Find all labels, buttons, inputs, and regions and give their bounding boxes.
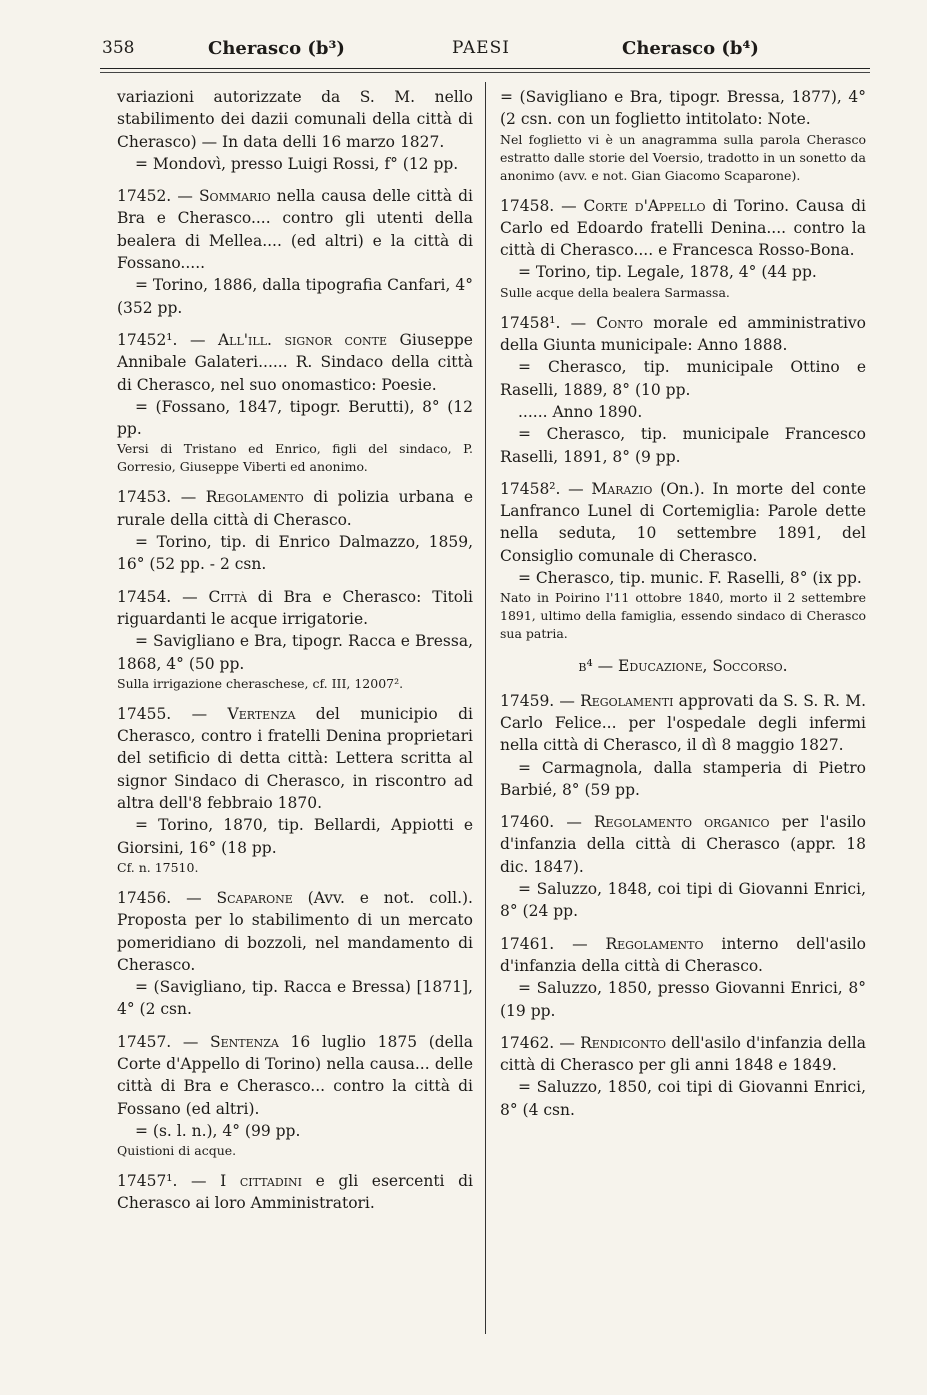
entry-text: = Mondovì, presso Luigi Rossi, f° (12 pp. (135, 154, 459, 173)
catalog-entry (117, 703, 473, 877)
entry-text (500, 1032, 866, 1077)
entry-text (500, 312, 866, 357)
entry-keyword: Vertenza (227, 704, 296, 723)
page-number: 358 (102, 38, 135, 58)
entry-number: 17453. — (117, 488, 206, 507)
entry-text (117, 703, 473, 814)
catalog-entry (500, 690, 866, 801)
entry-keyword: Marazio (591, 479, 653, 498)
entry-number: 17456. — (117, 888, 217, 907)
entry-imprint: = (s. l. n.), 4° (99 pp. (135, 1121, 301, 1140)
entry-title: di Torino. Causa di Carlo ed Edoardo fratelli Denina.... contro la città di Cherasco.... e Francesca Rosso-Bona. (500, 196, 866, 260)
entry-number: 17458. — (500, 196, 584, 215)
entry-note: Quistioni di acque. (117, 1143, 237, 1159)
entry-keyword: Regolamenti (580, 691, 674, 710)
catalog-entry (117, 86, 473, 175)
entry-title: dell'asilo d'infanzia della città di Cherasco per gli anni 1848 e 1849. (500, 1033, 866, 1075)
entry-imprint: = Torino, tip. Legale, 1878, 4° (44 pp. (518, 263, 817, 282)
entry-imprint: = Torino, tip. di Enrico Dalmazzo, 1859, 16° (52 pp. - 2 csn. (117, 533, 473, 574)
entry-note: Versi di Tristano ed Enrico, figli del sindaco, P. Gorresio, Giuseppe Viberti ed anonimo. (117, 441, 473, 475)
entry-imprint: = Torino, 1870, tip. Bellardi, Appiotti e Giorsini, 16° (18 pp. (117, 816, 473, 857)
entry-title: interno dell'asilo d'infanzia della città di Cherasco. (500, 934, 866, 975)
entry-number: 17458². — (500, 479, 592, 498)
catalog-entry (117, 887, 473, 1021)
entry-imprint: = Saluzzo, 1848, coi tipi di Giovanni Enrici, 8° (24 pp. (500, 880, 866, 921)
catalog-entry (500, 312, 866, 468)
right-column (500, 86, 866, 1131)
entry-number: 17457. — (117, 1032, 211, 1051)
catalog-entry (117, 586, 473, 693)
entry-title: approvati da S. S. R. M. Carlo Felice... per l'ospedale degli infermi nella città di Cherasco, il dì 8 maggio 1827. (500, 691, 866, 755)
entry-imprint: = Savigliano e Bra, tipogr. Racca e Bressa, 1868, 4° (50 pp. (117, 632, 473, 673)
catalog-entry (500, 86, 866, 185)
entry-text (117, 329, 473, 396)
entry-text (500, 811, 866, 878)
entry-title: di Bra e Cherasco: Titoli riguardanti le acque irrigatorie. (117, 587, 473, 628)
entry-note: Nel foglietto vi è un anagramma sulla parola Cherasco estratto dalle storie del Voersio, tradotto in un sonetto da anonimo (avv. e not. Gian Giacomo Scaparone). (500, 131, 866, 183)
entry-number: 17457¹. — (117, 1172, 221, 1191)
left-column (117, 86, 473, 1225)
catalog-entry (500, 478, 866, 643)
entry-title: (On.). In morte del conte Lanfranco Lunel di Cortemiglia: Parole dette nella seduta, 10 settembre 1891, del Consiglio comunale di Cherasco. (500, 479, 867, 565)
entry-text (117, 1031, 473, 1120)
entry-text (500, 933, 866, 978)
entry-imprint: = Saluzzo, 1850, presso Giovanni Enrici, 8° (19 pp. (500, 979, 866, 1020)
entry-imprint: = Saluzzo, 1850, coi tipi di Giovanni Enrici, 8° (4 csn. (500, 1078, 866, 1119)
entry-imprint: = Cherasco, tip. municipale Francesco Raselli, 1891, 8° (9 pp. (500, 425, 866, 466)
entry-keyword: Scaparone (216, 888, 293, 907)
entry-title: e gli esercenti di Cherasco ai loro Amministratori. (117, 1172, 473, 1213)
entry-note: Sulla irrigazione cheraschese, cf. III, 12007². (117, 675, 404, 691)
entry-keyword: All'ill. signor conte (217, 330, 387, 349)
entry-keyword: Regolamento organico (593, 813, 770, 832)
right-running-title: Cherasco (b⁴) (622, 38, 759, 59)
entry-keyword: Corte d'Appello (583, 196, 706, 215)
entry-imprint: = Cherasco, tip. municipale Ottino e Raselli, 1889, 8° (10 pp. (500, 358, 866, 399)
entry-text (117, 586, 473, 631)
column-divider (485, 82, 486, 1334)
entry-number: 17460. — (500, 813, 594, 832)
entry-keyword: Sentenza (210, 1032, 279, 1051)
entry-keyword: I cittadini (220, 1172, 302, 1191)
entry-text: = (Savigliano e Bra, tipogr. Bressa, 1877), 4° (2 csn. con un foglietto intitolato: Note. (500, 88, 866, 129)
catalog-entry (500, 1032, 866, 1121)
page-header (100, 30, 870, 66)
entry-text: variazioni autorizzate da S. M. nello stabilimento dei dazii comunali della città di Cherasco) — In data delli 16 marzo 1827. (117, 88, 473, 151)
entry-text (500, 690, 866, 757)
entry-title: morale ed amministrativo della Giunta municipale: Anno 1888. (500, 313, 866, 355)
entry-keyword: Sommario (198, 187, 271, 206)
catalog-entry (117, 185, 473, 319)
entry-text (117, 486, 473, 531)
entry-title: (Avv. e not. coll.). Proposta per lo stabilimento di un mercato pomeridiano di bozzoli, nel mandamento di Cherasco. (117, 888, 473, 974)
entry-note: Nato in Poirino l'11 ottobre 1840, morto il 2 settembre 1891, ultimo della famiglia, essendo sindaco di Cherasco sua patria. (500, 590, 866, 642)
entry-title: Giuseppe Annibale Galateri...... R. Sindaco della città di Cherasco, nel suo onomastico: Poesie. (117, 330, 473, 394)
catalog-entry (117, 329, 473, 476)
entry-title: 16 luglio 1875 (della Corte d'Appello di Torino) nella causa... delle città di Bra e Cherasco... contro la città di Fossano (ed altri). (117, 1032, 473, 1118)
catalog-entry (117, 1170, 473, 1215)
entry-number: 17452. — (117, 187, 199, 206)
entry-number: 17459. — (500, 691, 581, 710)
header-rule (100, 68, 870, 69)
left-running-title: Cherasco (b³) (208, 38, 345, 59)
entry-text (117, 1170, 473, 1215)
entry-number: 17455. — (117, 704, 228, 723)
entry-title: per l'asilo d'infanzia della città di Cherasco (appr. 18 dic. 1847). (500, 813, 866, 876)
entry-note: Cf. n. 17510. (117, 859, 199, 875)
entry-keyword: Regolamento (605, 934, 704, 953)
catalog-entry (500, 811, 866, 922)
entry-number: 17458¹. — (500, 313, 597, 332)
entry-text (117, 887, 473, 976)
catalog-entry (500, 933, 866, 1022)
entry-imprint: = (Savigliano, tip. Racca e Bressa) [1871], 4° (2 csn. (117, 978, 473, 1019)
entry-imprint: = Cherasco, tip. munic. F. Raselli, 8° (ix pp. (518, 569, 862, 588)
entry-keyword: Regolamento (205, 488, 304, 507)
entry-title: di polizia urbana e rurale della città di Cherasco. (117, 488, 474, 529)
catalog-entry (117, 1031, 473, 1160)
header-rule-double (100, 72, 870, 73)
entry-number: 17462. — (500, 1033, 581, 1052)
entry-imprint: = Torino, 1886, dalla tipografia Canfari, 4° (352 pp. (117, 276, 473, 317)
entry-number: 17461. — (500, 934, 606, 953)
entry-text (500, 195, 866, 262)
entry-imprint: ...... Anno 1890. (518, 402, 643, 421)
entry-keyword: Città (208, 587, 247, 606)
entry-note: Sulle acque della bealera Sarmassa. (500, 284, 730, 300)
catalog-entry (117, 486, 473, 575)
entry-title: del municipio di Cherasco, contro i fratelli Denina proprietari del setificio di detta città: Lettera scritta al signor Sindaco di Cherasco, in riscontro ad altra dell'8 febbraio 1870. (117, 704, 473, 813)
entry-title: nella causa delle città di Bra e Cherasco.... contro gli utenti della bealera di Mellea.... (ed altri) e la città di Fossano..... (117, 187, 473, 273)
entry-number: 17452¹. — (117, 330, 218, 349)
entry-keyword: Rendiconto (580, 1033, 667, 1052)
entry-text (500, 478, 866, 567)
section-heading: b⁴ — Educazione, Soccorso. (578, 657, 788, 676)
entry-number: 17454. — (117, 587, 209, 606)
entry-imprint: = (Fossano, 1847, tipogr. Berutti), 8° (12 pp. (117, 397, 473, 439)
center-running-title: PAESI (452, 38, 510, 58)
catalog-entry (500, 195, 866, 302)
entry-imprint: = Carmagnola, dalla stamperia di Pietro Barbié, 8° (59 pp. (500, 758, 866, 799)
entry-keyword: Conto (596, 313, 644, 332)
entry-text (117, 185, 473, 274)
